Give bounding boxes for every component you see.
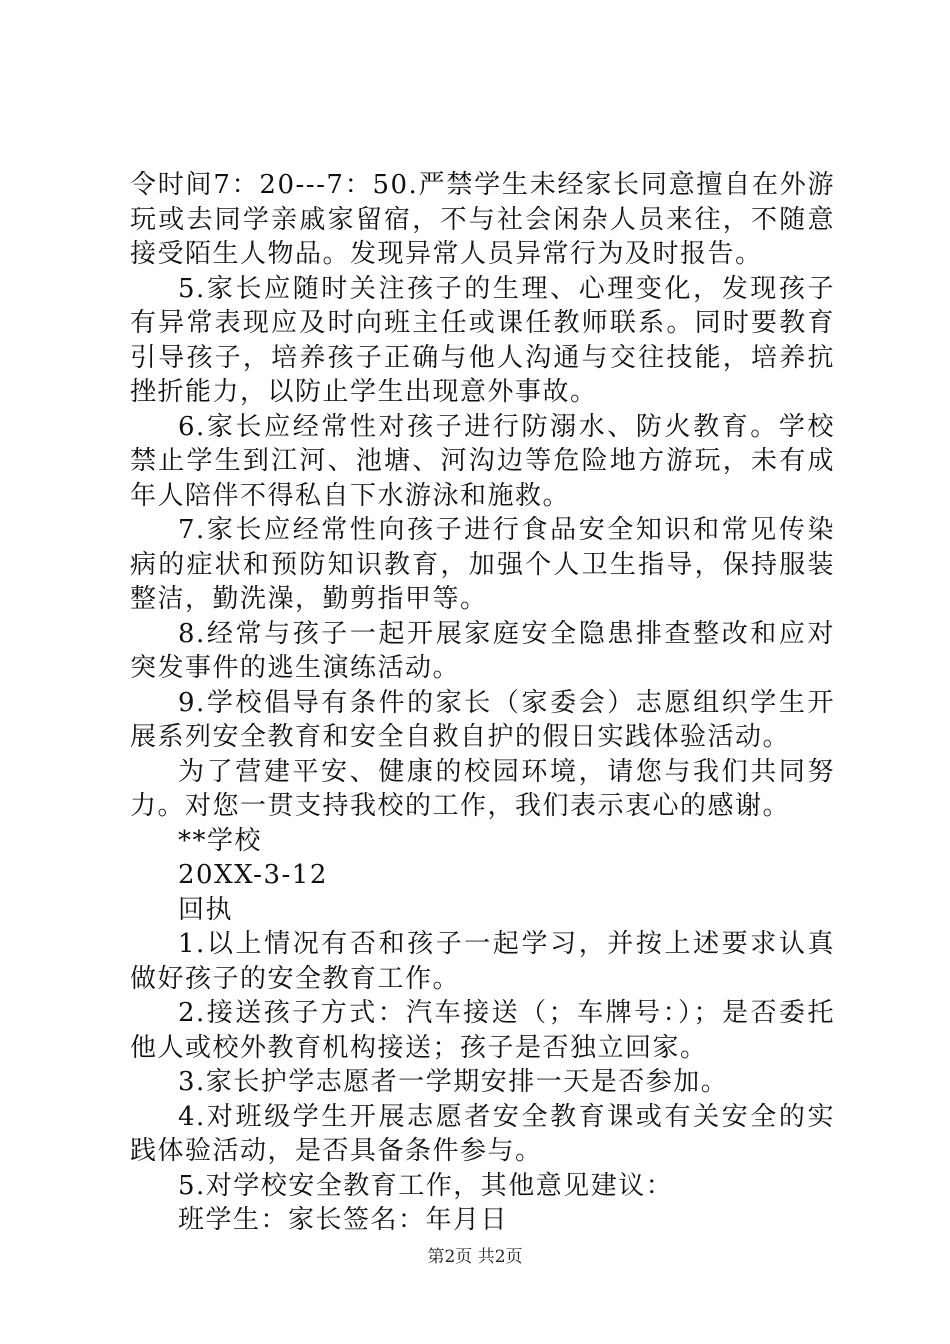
receipt-item-1: 1.以上情况有否和孩子一起学习，并按上述要求认真做好孩子的安全教育工作。 <box>130 929 835 994</box>
document-body <box>130 168 835 1238</box>
signature-date: 20XX-3-12 <box>178 860 328 890</box>
paragraph-item-6: 6.家长应经常性对孩子进行防溺水、防火教育。学校禁止学生到江河、池塘、河沟边等危险地方游玩，未有成年人陪伴不得私自下水游泳和施救。 <box>130 411 835 511</box>
receipt-item-4: 4.对班级学生开展志愿者安全教育课或有关安全的实践体验活动，是否具备条件参与。 <box>130 1101 835 1166</box>
paragraph-item-8: 8.经常与孩子一起开展家庭安全隐患排查整改和应对突发事件的逃生演练活动。 <box>130 618 835 683</box>
paragraph-item-7: 7.家长应经常性向孩子进行食品安全知识和常见传染病的症状和预防知识教育，加强个人卫生指导，保持服装整洁，勤洗澡，勤剪指甲等。 <box>130 515 835 614</box>
paragraph-closing: 为了营建平安、健康的校园环境，请您与我们共同努力。对您一贯支持我校的工作，我们表示衷心的感谢。 <box>130 756 835 821</box>
signature-school: **学校 <box>178 825 263 856</box>
page-footer <box>0 1242 950 1267</box>
page-number: 第2页 共2页 <box>427 1247 523 1267</box>
paragraph-item-9: 9.学校倡导有条件的家长（家委会）志愿组织学生开展系列安全教育和安全自救自护的假日实践体验活动。 <box>130 687 835 752</box>
receipt-signature-line: 班学生：家长签名：年月日 <box>178 1205 509 1235</box>
receipt-heading: 回执 <box>178 894 234 925</box>
receipt-item-2: 2.接送孩子方式：汽车接送（；车牌号：）；是否委托他人或校外教育机构接送；孩子是否独立回家。 <box>130 998 835 1063</box>
paragraph-item-5: 5.家长应随时关注孩子的生理、心理变化，发现孩子有异常表现应及时向班主任或课任教师联系。同时要教育引导孩子，培养孩子正确与他人沟通与交往技能，培养抗挫折能力，以防止学生出现意外事故。 <box>130 273 835 407</box>
paragraph-continuation: 令时间7：20---7：50.严禁学生未经家长同意擅自在外游玩或去同学亲戚家留宿，不与社会闲杂人员来往，不随意接受陌生人物品。发现异常人员异常行为及时报告。 <box>130 170 835 269</box>
receipt-item-5: 5.对学校安全教育工作，其他意见建议： <box>178 1170 674 1201</box>
receipt-item-3: 3.家长护学志愿者一学期安排一天是否参加。 <box>178 1067 729 1097</box>
